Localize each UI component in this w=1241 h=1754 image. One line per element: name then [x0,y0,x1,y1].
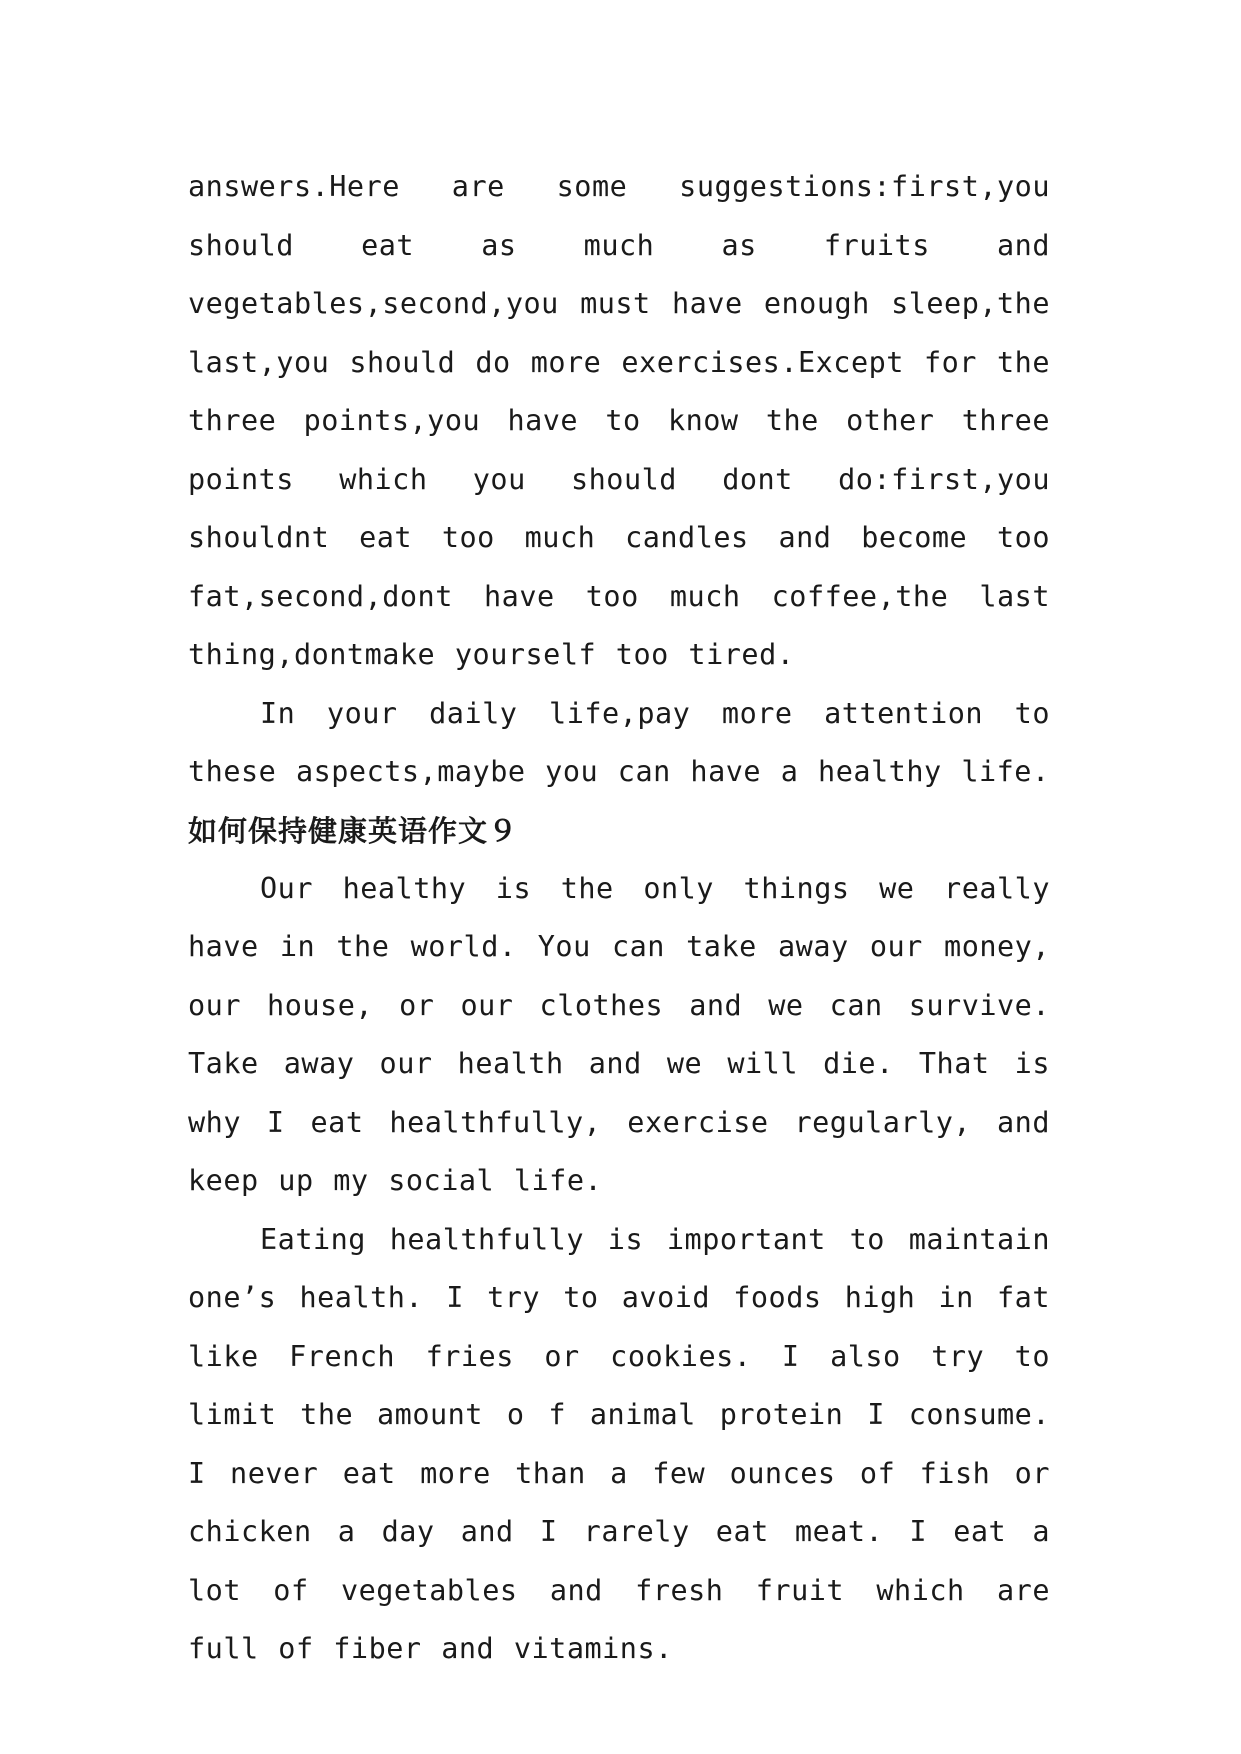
section-heading: 如何保持健康英语作文９ [188,813,519,848]
paragraph-daily-life: In your daily life,pay more attention to these aspects,maybe you can have a healthy life. [188,696,1050,788]
paragraph-health-intro: Our healthy is the only things we really have in the world. You can take away our money, our house, or our clothes and we can survive. Take away our health and we will die. That is why I eat healthfully, exercise regularly, and keep up my social life. [188,871,1050,1197]
paragraph-eating-healthfully: Eating healthfully is important to maintain one’s health. I try to avoid foods high in fat like French fries or cookies. I also try to limit the amount o f animal protein I consume. I never eat more than a few ounces of fish or chicken a day and I rarely eat meat. I eat a lot of vegetables and fresh fruit which are full of fiber and vitamins. [188,1222,1050,1665]
paragraph-suggestions: answers.Here are some suggestions:first,you should eat as much as fruits and vegetables,second,you must have enough sleep,the last,you should do more exercises.Except for the three points,you have to know the other three points which you should dont do:first,you shouldnt eat too much candles and become too fat,second,dont have too much coffee,the last thing,dontmake yourself too tired. [188,170,1050,671]
document-body [188,158,1050,1679]
